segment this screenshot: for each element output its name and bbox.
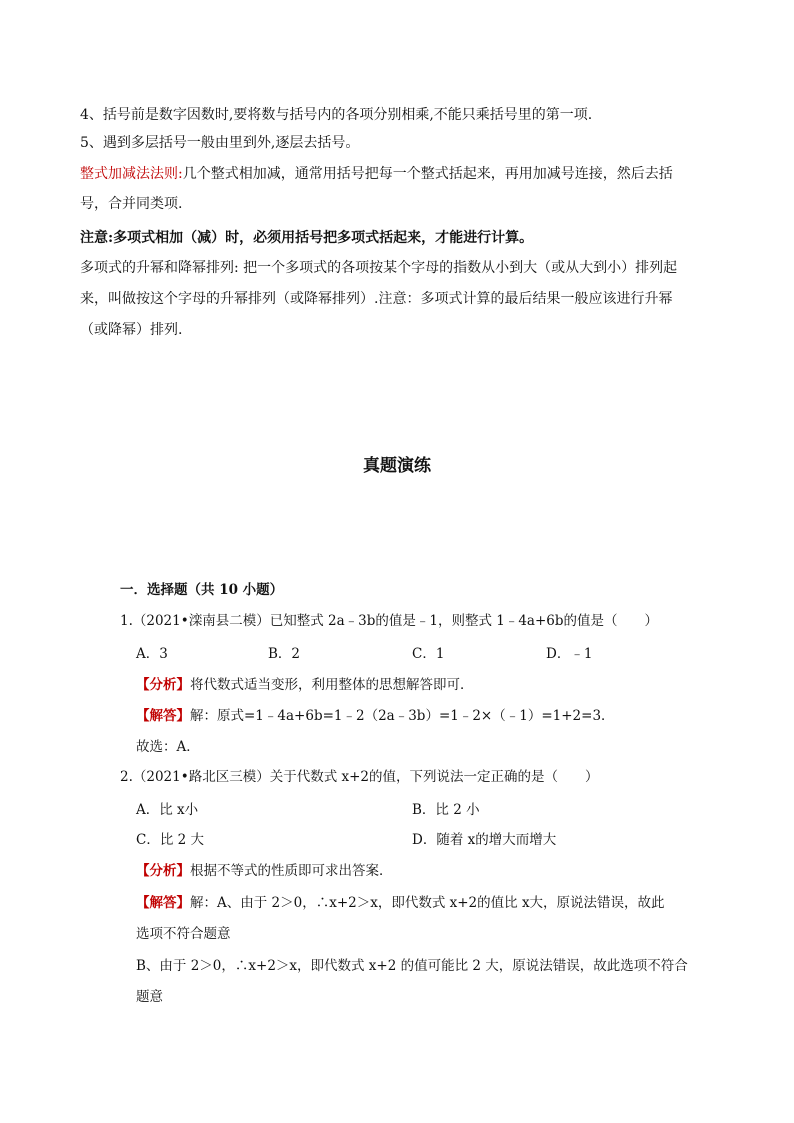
- q2-answer-text: 解：A、由于 2＞0，∴x+2＞x，即代数式 x+2的值比 x大，原说法错误，故此: [190, 895, 665, 911]
- order-rule-line-3: （或降幂）排列.: [80, 322, 183, 338]
- addition-rule-cont: 号，合并同类项.: [80, 196, 183, 212]
- q1-answer-tag: 【解答】: [136, 708, 190, 724]
- rule-line-4: 4、括号前是数字因数时,要将数与括号内的各项分别相乘,不能只乘括号里的第一项.: [80, 107, 593, 123]
- q2-option-d: D．随着 x的增大而增大: [412, 832, 557, 848]
- q2-analysis-tag: 【分析】: [136, 863, 190, 879]
- q2-answer-b: B、由于 2＞0，∴x+2＞x，即代数式 x+2 的值可能比 2 大，原说法错误，故此选项不符合: [136, 958, 688, 974]
- q2-answer: [136, 893, 665, 913]
- q2-answer-b-cont: 题意: [136, 989, 163, 1005]
- q1-analysis-text: 将代数式适当变形，利用整体的思想解答即可．: [190, 677, 474, 693]
- q1-analysis: [136, 675, 474, 695]
- q2-option-b: B．比 2 小: [412, 802, 480, 818]
- q1-choice: 故选：A．: [136, 739, 200, 755]
- q1-analysis-tag: 【分析】: [136, 677, 190, 693]
- section-title: 真题演练: [363, 456, 431, 476]
- note: 注意:多项式相加（减）时，必须用括号把多项式括起来，才能进行计算。: [80, 230, 534, 246]
- q1-option-b: B．2: [268, 646, 301, 662]
- q1-stem: 1.（2021•滦南县二模）已知整式 2a﹣3b的值是﹣1，则整式 1﹣4a+6b的值是（ ）: [120, 613, 659, 629]
- q2-answer-tag: 【解答】: [136, 895, 190, 911]
- addition-rule-label: 整式加减法法则:: [80, 166, 183, 182]
- rule-line-5: 5、遇到多层括号一般由里到外,逐层去括号。: [80, 135, 360, 151]
- q1-option-a: A．3: [136, 646, 168, 662]
- q1-answer: [136, 706, 615, 726]
- q1-option-d: D．﹣1: [546, 646, 593, 662]
- order-rule-line-2: 来，叫做按这个字母的升幂排列（或降幂排列）.注意：多项式计算的最后结果一般应该进行升幂: [80, 291, 673, 307]
- q2-analysis: [136, 861, 393, 881]
- part-heading: 一．选择题（共 10 小题）: [120, 582, 284, 598]
- order-rule-line-1: 多项式的升幂和降幂排列: 把一个多项式的各项按某个字母的指数从小到大（或从大到小）排列起: [80, 260, 678, 276]
- q1-option-c: C．1: [412, 646, 445, 662]
- q1-answer-text: 解：原式=1﹣4a+6b=1﹣2（2a﹣3b）=1﹣2×（﹣1）=1+2=3．: [190, 708, 615, 724]
- q2-option-c: C．比 2 大: [136, 832, 205, 848]
- addition-rule-text: 几个整式相加减，通常用括号把每一个整式括起来，再用加减号连接，然后去括: [182, 166, 673, 182]
- q2-stem: 2.（2021•路北区三模）关于代数式 x+2的值，下列说法一定正确的是（ ）: [120, 769, 599, 785]
- q2-answer-a-cont: 选项不符合题意: [136, 926, 231, 942]
- q2-option-a: A．比 x小: [136, 802, 199, 818]
- q2-analysis-text: 根据不等式的性质即可求出答案．: [190, 863, 393, 879]
- addition-rule: [80, 164, 673, 184]
